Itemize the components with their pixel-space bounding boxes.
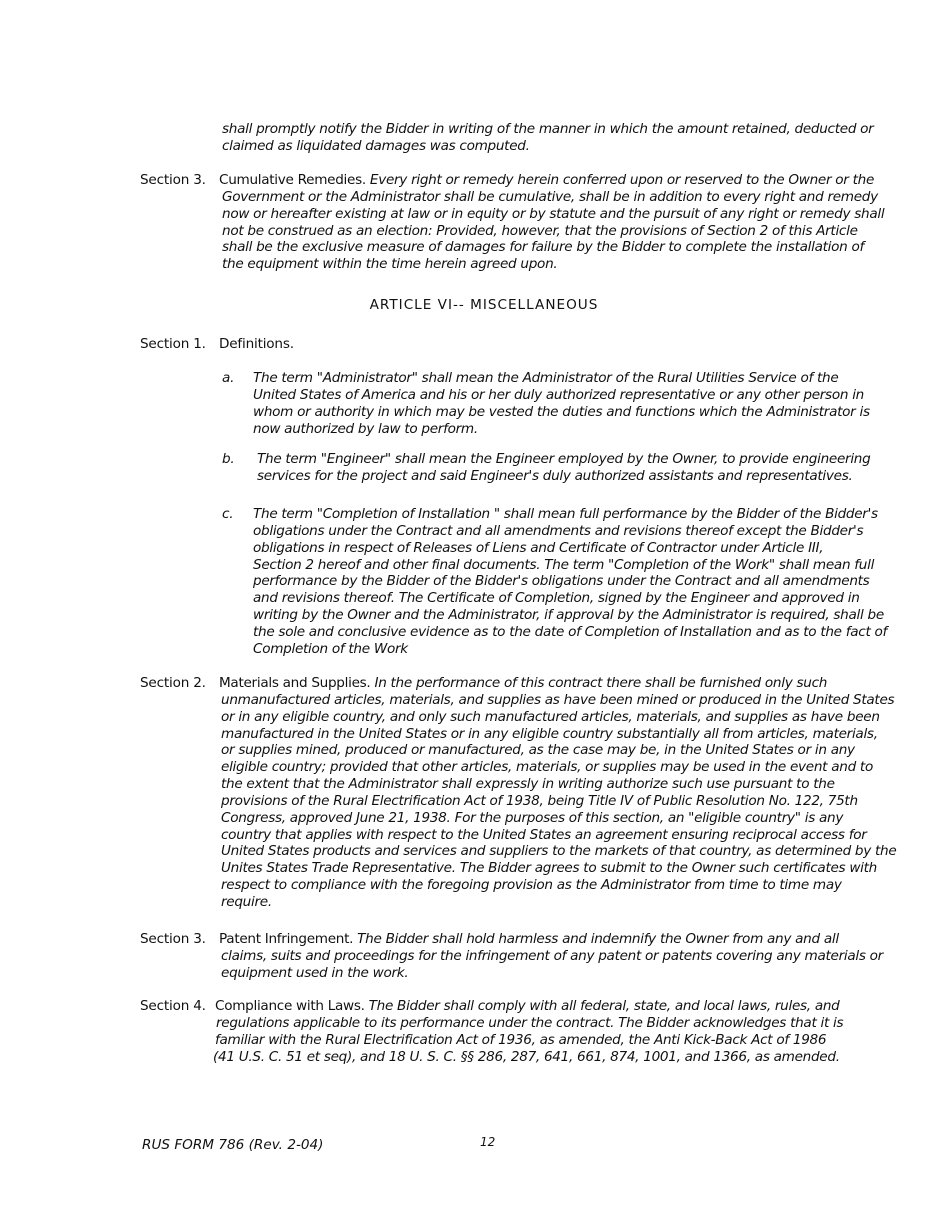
page-number: 12 xyxy=(480,1135,496,1149)
section-heading: Cumulative Remedies. xyxy=(219,172,366,188)
text-line: and revisions thereof. The Certificate of Completion, signed by the Engineer and approved in xyxy=(253,590,860,607)
text-line: In the performance of this contract there shall be furnished only such xyxy=(374,675,828,691)
text-line: The term "Engineer" shall mean the Engineer employed by the Owner, to provide engineering xyxy=(257,451,871,467)
text-line: now or hereafter existing at law or in equity or by statute and the pursuit of any right or remedy shall xyxy=(222,205,885,222)
text-line: the sole and conclusive evidence as to the date of Completion of Installation and as to the fact of xyxy=(253,623,888,640)
text-line: The Bidder shall hold harmless and indemnify the Owner from any and all xyxy=(357,931,839,947)
section-3-remedies-body xyxy=(219,172,884,273)
definition-administrator xyxy=(253,370,870,437)
text-line: Completion of the Work xyxy=(253,640,408,657)
text-line: services for the project and said Engineer's duly authorized assistants and representatives. xyxy=(257,467,853,484)
section-label: Section 3. xyxy=(140,172,206,188)
continuation-text xyxy=(222,121,873,155)
article-heading: ARTICLE VI-- MISCELLANEOUS xyxy=(369,297,599,313)
section-4-compliance-body xyxy=(215,998,843,1065)
section-heading: Materials and Supplies. xyxy=(219,675,371,691)
text-line: regulations applicable to its performance under the contract. The Bidder acknowledges that it is xyxy=(216,1014,844,1031)
text-line: the equipment within the time herein agreed upon. xyxy=(222,256,558,273)
section-label: Section 4. xyxy=(140,998,206,1014)
text-line: United States products and services and suppliers to the markets of that country, as determined by the xyxy=(221,843,897,860)
section-heading: Compliance with Laws. xyxy=(215,998,365,1014)
text-line: or in any eligible country, and only such manufactured articles, materials, and supplies as have been xyxy=(221,708,880,725)
section-label: Section 3. xyxy=(140,931,206,947)
text-line: shall promptly notify the Bidder in writing of the manner in which the amount retained, deducted or xyxy=(222,121,874,137)
text-line: respect to compliance with the foregoing provision as the Administrator from time to time may xyxy=(221,877,842,894)
text-line: Congress, approved June 21, 1938. For the purposes of this section, an "eligible country" is any xyxy=(221,809,844,826)
text-line: require. xyxy=(221,893,272,910)
text-line: equipment used in the work. xyxy=(221,964,409,981)
text-line: manufactured in the United States or in any eligible country substantially all from articles, materials, xyxy=(221,725,878,742)
text-line: eligible country; provided that other articles, materials, or supplies may be used in the event and to xyxy=(221,759,873,776)
text-line: not be construed as an election: Provided, however, that the provisions of Section 2 of this Article xyxy=(222,222,858,239)
text-line: country that applies with respect to the United States an agreement ensuring reciprocal access for xyxy=(221,826,867,843)
text-line: Section 2 hereof and other final documents. The term "Completion of the Work" shall mean full xyxy=(253,556,875,573)
section-label: Section 2. xyxy=(140,675,206,691)
text-line: unmanufactured articles, materials, and supplies as have been mined or produced in the United States xyxy=(221,691,895,708)
section-heading: Patent Infringement. xyxy=(219,931,354,947)
text-line: shall be the exclusive measure of damages for failure by the Bidder to complete the installation of xyxy=(222,239,864,256)
text-line: the extent that the Administrator shall expressly in writing authorize such use pursuant to the xyxy=(221,776,835,793)
text-line: whom or authority in which may be vested the duties and functions which the Administrator is xyxy=(253,403,870,420)
text-line: The term "Completion of Installation " shall mean full performance by the Bidder of the Bidder's xyxy=(253,506,878,522)
text-line: The Bidder shall comply with all federal, state, and local laws, rules, and xyxy=(368,998,840,1014)
text-line: writing by the Owner and the Administrator, if approval by the Administrator is required, shall be xyxy=(253,607,884,624)
section-3-patent-body xyxy=(219,931,883,982)
text-line: The term "Administrator" shall mean the Administrator of the Rural Utilities Service of the xyxy=(253,370,839,386)
text-line: obligations in respect of Releases of Liens and Certificate of Contractor under Article III, xyxy=(253,539,824,556)
text-line: claimed as liquidated damages was computed. xyxy=(222,137,530,154)
text-line: Unites States Trade Representative. The Bidder agrees to submit to the Owner such certificates with xyxy=(221,860,878,877)
text-line: obligations under the Contract and all amendments and revisions thereof except the Bidder's xyxy=(253,522,864,539)
text-line: provisions of the Rural Electrification Act of 1938, being Title IV of Public Resolution No. 122, 75th xyxy=(221,792,858,809)
definition-engineer xyxy=(257,451,870,485)
definition-letter: c. xyxy=(222,506,234,522)
text-line: or supplies mined, produced or manufactured, as the case may be, in the United States or in any xyxy=(221,742,855,759)
section-2-materials-body xyxy=(219,675,896,911)
text-line: performance by the Bidder of the Bidder's obligations under the Contract and all amendments xyxy=(253,573,870,590)
form-footer: RUS FORM 786 (Rev. 2-04) xyxy=(142,1137,324,1153)
text-line: now authorized by law to perform. xyxy=(253,420,478,437)
section-label: Section 1. xyxy=(140,336,206,352)
definition-letter: b. xyxy=(222,451,235,467)
definition-letter: a. xyxy=(222,370,235,386)
definition-completion xyxy=(253,506,887,658)
text-line: claims, suits and proceedings for the infringement of any patent or patents covering any materials or xyxy=(221,947,883,964)
text-line: United States of America and his or her duly authorized representative or any other person in xyxy=(253,386,864,403)
text-line: familiar with the Rural Electrification Act of 1936, as amended, the Anti Kick-Back Act of 1986 xyxy=(215,1031,827,1048)
text-line: Every right or remedy herein conferred upon or reserved to the Owner or the xyxy=(369,172,875,188)
section-heading: Definitions. xyxy=(219,336,294,352)
text-line: Government or the Administrator shall be cumulative, shall be in addition to every right and remedy xyxy=(222,188,878,205)
text-line: (41 U.S. C. 51 et seq), and 18 U. S. C. §§ 286, 287, 641, 661, 874, 1001, and 1366, as amended. xyxy=(213,1048,840,1065)
